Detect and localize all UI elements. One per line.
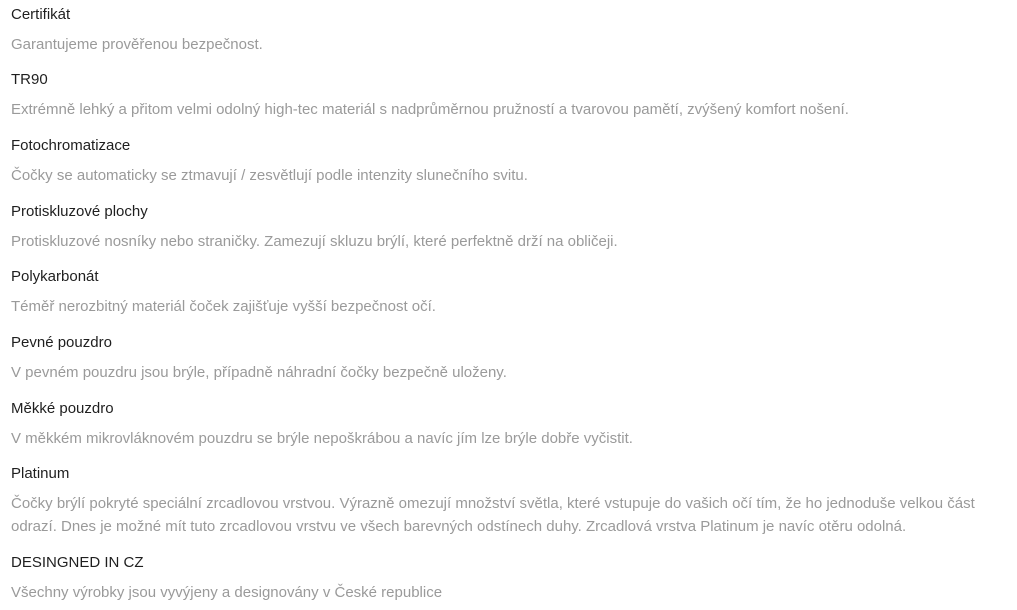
feature-fotochromatizace: [11, 137, 1011, 187]
feature-title: Polykarbonát: [11, 268, 99, 285]
feature-title: Pevné pouzdro: [11, 334, 112, 351]
feature-protiskluzove-plochy: [11, 203, 1011, 253]
feature-title: TR90: [11, 71, 48, 88]
feature-title: Fotochromatizace: [11, 137, 131, 154]
feature-certifikat: [11, 6, 1011, 56]
feature-tr90: [11, 71, 1011, 121]
feature-mekke-pouzdro: [11, 400, 1011, 450]
feature-description: Čočky se automaticky se ztmavují / zesvětlují podle intenzity slunečního svitu.: [11, 167, 528, 184]
feature-description: Téměř nerozbitný materiál čoček zajišťuje vyšší bezpečnost očí.: [11, 298, 436, 315]
feature-description: Čočky brýlí pokryté speciální zrcadlovou vrstvou. Výrazně omezují množství světla, které vstupuje do vašich očí tím, že ho jednoduše velkou část odrazí. Dnes je možné mít tuto zrcadlovou vrstvu ve všech barevných odstínech duhy. Zrcadlová vrstva Platinum je navíc otěru odolná.: [11, 495, 975, 535]
feature-platinum: [11, 465, 1011, 538]
feature-title: Certifikát: [11, 6, 71, 23]
feature-title: Protiskluzové plochy: [11, 203, 148, 220]
feature-title: Měkké pouzdro: [11, 400, 114, 417]
feature-description: Všechny výrobky jsou vyvýjeny a designovány v České republice: [11, 584, 443, 601]
feature-description: V pevném pouzdru jsou brýle, případně náhradní čočky bezpečně uloženy.: [11, 364, 507, 381]
feature-description: Protiskluzové nosníky nebo straničky. Zamezují skluzu brýlí, které perfektně drží na obličeji.: [11, 233, 618, 250]
feature-description: V měkkém mikrovláknovém pouzdru se brýle nepoškrábou a navíc jím lze brýle dobře vyčistit.: [11, 430, 633, 447]
feature-description: Garantujeme prověřenou bezpečnost.: [11, 36, 263, 53]
feature-designed-in-cz: [11, 554, 1011, 604]
feature-pevne-pouzdro: [11, 334, 1011, 384]
feature-polykarbonat: [11, 268, 1011, 318]
feature-title: DESINGNED IN CZ: [11, 554, 144, 571]
feature-title: Platinum: [11, 465, 70, 482]
feature-description: Extrémně lehký a přitom velmi odolný high-tec materiál s nadprůměrnou pružností a tvarovou pamětí, zvýšený komfort nošení.: [11, 101, 849, 118]
